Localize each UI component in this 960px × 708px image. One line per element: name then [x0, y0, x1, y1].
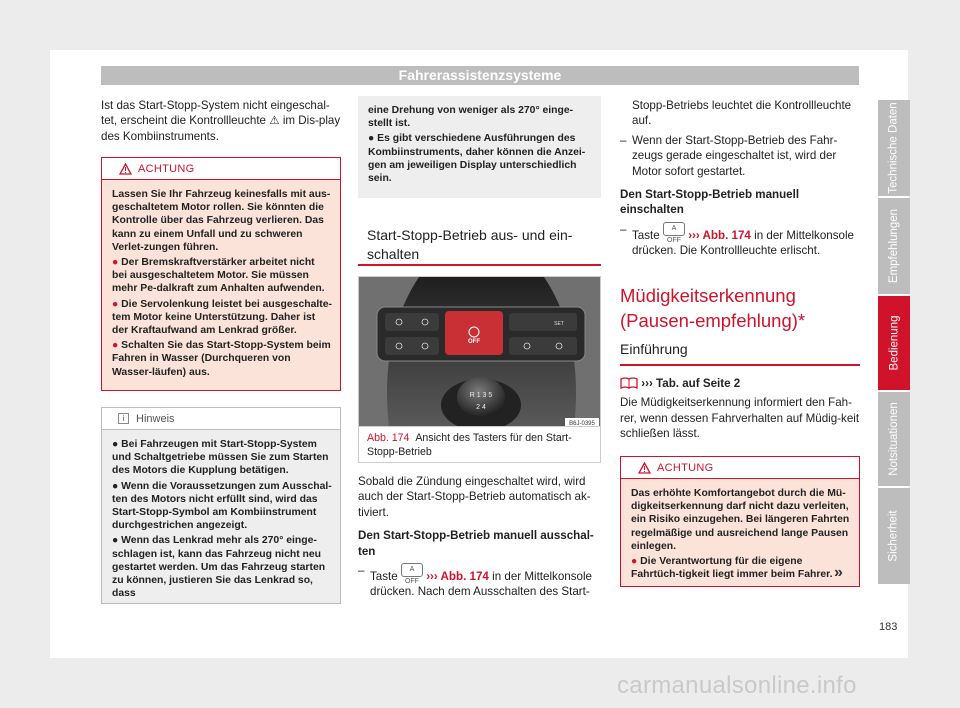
svg-text:OFF: OFF: [468, 339, 480, 345]
continuation-text: Stopp-Betriebs leuchtet die Kontrollleuchte auf.: [632, 99, 852, 128]
hint-item: ● Wenn das Lenkrad mehr als 270° einge-schlagen ist, kann das Fahrzeug nicht neu gestartet werden. Um das Fahrzeug starten zu können, justieren Sie das Lenkrad so, dass: [112, 535, 326, 600]
col2-body: [358, 474, 602, 604]
warning-lead: Lassen Sie Ihr Fahrzeug keinesfalls mit aus-geschaltetem Motor rollen. Sie könnten die Kontrolle über das Fahrzeug verlieren. Das kann zu einem Unfall und zu schweren Verlet-zungen führen.: [112, 189, 331, 253]
section-divider: [620, 364, 860, 366]
start-stop-key-icon: A OFF: [401, 563, 423, 577]
hint-continuation: [358, 96, 601, 198]
tab-sicherheit[interactable]: Sicherheit: [878, 488, 910, 584]
warning-body: [621, 479, 859, 586]
info-icon: i: [118, 413, 129, 424]
step-on: – Taste A OFF ››› Abb. 174 in der Mittelkonsole drücken. Die Kontrollleuchte erlischt.: [620, 222, 860, 259]
svg-text:2 4: 2 4: [476, 404, 486, 411]
bullet-icon: ●: [112, 257, 122, 269]
book-icon: [620, 377, 638, 389]
table-reference: [620, 376, 860, 391]
subheading-off: Den Start-Stopp-Betrieb manuell ausschal-ten: [358, 529, 594, 558]
intro-text: Ist das Start-Stopp-System nicht eingeschal-tet, erscheint die Kontrollleuchte ⚠ im Dis-play des Kombiinstruments.: [101, 99, 341, 143]
hint-header: [102, 408, 340, 430]
paragraph: Sobald die Zündung eingeschaltet wird, wird auch der Start-Stopp-Betrieb automatisch ak-tiviert.: [358, 475, 591, 519]
warning-header: [102, 158, 340, 180]
figure-reference-link[interactable]: ››› Abb. 174: [426, 570, 489, 584]
hint-item: ● Wenn die Voraussetzungen zum Ausschal-ten des Motors nicht erfüllt sind, wird das Start-Stopp-Symbol am Kombiinstrument durchgestrichen angezeigt.: [112, 480, 332, 532]
start-stop-key-icon: A OFF: [663, 222, 685, 236]
hint-body: [102, 430, 340, 603]
hint-item: ● Es gibt verschiedene Ausführungen des Kombiinstruments, daher können die Anzei-gen am jeweiligen Display unterschiedlich sein.: [368, 133, 586, 185]
section-divider: [358, 264, 601, 266]
subheading-on: Den Start-Stopp-Betrieb manuell einschalten: [620, 188, 800, 217]
step-off: – Taste A OFF ››› Abb. 174 in der Mittelkonsole drücken. Nach dem Ausschalten des Start-: [358, 563, 602, 600]
hint-label: Hinweis: [136, 413, 175, 425]
tab-empfehlungen[interactable]: Empfehlungen: [878, 198, 910, 294]
figure-caption: [367, 432, 599, 459]
figure-reference-link[interactable]: ››› Abb. 174: [688, 228, 751, 242]
svg-text:SET: SET: [554, 321, 564, 327]
warning-label: ACHTUNG: [138, 163, 195, 175]
warning-body: [102, 180, 340, 390]
warning-box-1: [101, 157, 341, 391]
warning-triangle-icon: [638, 462, 651, 474]
chapter-heading: Müdigkeitserkennung (Pausen-empfehlung)*: [620, 285, 806, 331]
warning-triangle-icon: [119, 163, 132, 175]
tab-bedienung[interactable]: Bedienung: [878, 296, 910, 390]
bullet-icon: ●: [112, 298, 122, 310]
col1-intro: [101, 98, 341, 148]
console-illustration: [359, 277, 601, 427]
warning-item: ● Der Bremskraftverstärker arbeitet nicht bei ausgeschaltetem Motor. Sie müssen mehr Pe-dalkraft zum Anhalten aufwenden.: [112, 257, 325, 295]
warning-item: ● Die Servolenkung leistet bei ausgeschalte-tem Motor keine Unterstützung. Daher ist der Kraftaufwand am Lenkrad größer.: [112, 298, 332, 337]
col3-body: [620, 98, 860, 263]
svg-text:B6J-0395: B6J-0395: [569, 421, 595, 427]
hint-box: [101, 407, 341, 604]
bullet-icon: ●: [631, 556, 641, 568]
svg-text:R 1 3 5: R 1 3 5: [469, 392, 493, 399]
warning-box-2: [620, 456, 860, 587]
table-reference-link[interactable]: ››› Tab. auf Seite 2: [641, 377, 741, 390]
hint-item: eine Drehung von weniger als 270° einge-stellt ist.: [368, 105, 574, 130]
section-title: Start-Stopp-Betrieb aus- und ein-schalten: [367, 227, 573, 262]
tab-notsituationen[interactable]: Notsituationen: [878, 392, 910, 486]
warning-item: ● Die Verantwortung für die eigene Fahrtüch-tigkeit liegt immer beim Fahrer.: [631, 556, 833, 581]
chapter-subheading: Einführung: [620, 341, 688, 357]
bullet-icon: ●: [112, 340, 122, 352]
warning-header: [621, 457, 859, 479]
warning-label: ACHTUNG: [657, 462, 714, 474]
continue-arrow-icon: »: [834, 564, 843, 581]
watermark: carmanualsonline.info: [617, 672, 857, 699]
hint-item: ● Bei Fahrzeugen mit Start-Stopp-System und Schaltgetriebe müssen Sie zum Starten des Motors die Kupplung betätigen.: [112, 439, 329, 477]
page-header: Fahrerassistenzsysteme: [101, 66, 859, 85]
paragraph: Die Müdigkeitserkennung informiert den Fah-rer, wenn dessen Fahrverhalten auf Müdig-keit schließen lässt.: [620, 396, 860, 441]
start-stop-button: [445, 311, 503, 355]
warning-lead: Das erhöhte Komfortangebot durch die Mü-digkeitserkennung darf nicht dazu verleiten, ein Risiko einzugehen. Bei längeren Fahrten regelmäßige und ausreichend lange Pausen einlegen.: [631, 488, 850, 552]
figure-number: Abb. 174: [367, 432, 410, 444]
tab-technische-daten[interactable]: Technische Daten: [878, 100, 910, 196]
figure-console: [358, 276, 601, 427]
step-restart: – Wenn der Start-Stopp-Betrieb des Fahr-zeugs gerade eingeschaltet ist, wird der Motor sofort gestartet.: [620, 133, 860, 179]
warning-item: ● Schalten Sie das Start-Stopp-System beim Fahren in Wasser (Durchqueren von Wasser-läufen) aus.: [112, 340, 331, 378]
figure-caption-text: Ansicht des Tasters für den Start-Stopp-Betrieb: [367, 432, 572, 458]
page-number: 183: [879, 621, 898, 633]
col3-intro: [620, 376, 860, 446]
